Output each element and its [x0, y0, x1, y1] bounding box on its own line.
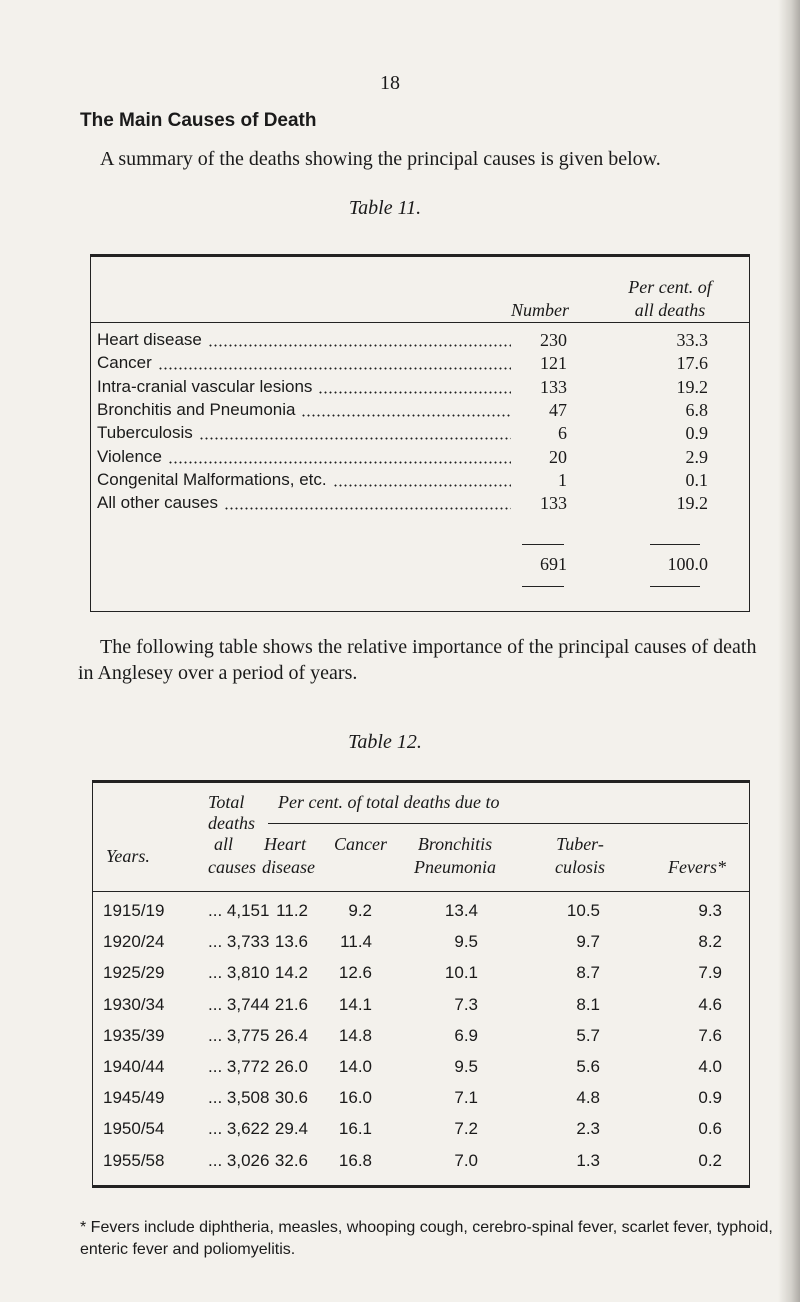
table12-tuberculosis: 2.3: [576, 1119, 600, 1139]
intro-text: A summary of the deaths showing the principal causes is given below.: [100, 148, 661, 170]
table12-tuberculosis: 4.8: [576, 1088, 600, 1108]
table12-total: ... 3,775: [208, 1025, 270, 1045]
table12-cancer: 12.6: [338, 963, 372, 983]
table11-percent: 17.6: [676, 353, 708, 374]
table12-tuberculosis: 5.7: [576, 1025, 600, 1045]
table11-leader: [333, 474, 511, 488]
table12-header-total-4: causes: [208, 857, 256, 877]
table11-number: 6: [558, 423, 567, 444]
table11-sum-rule-percent: [650, 544, 700, 545]
table12-tuberculosis: 8.7: [576, 963, 600, 983]
table12-heart: 11.2: [276, 901, 308, 920]
table11-total-percent: 100.0: [667, 554, 708, 574]
table12-heart: 13.6: [274, 932, 308, 952]
table12-tuberculosis: 10.5: [566, 901, 600, 920]
table12-cancer: 9.2: [348, 901, 372, 920]
table12-row: [0, 1026, 800, 1049]
table11-row: [0, 377, 800, 400]
table12-fevers: 0.6: [698, 1119, 722, 1139]
table12-heart: 21.6: [274, 994, 308, 1014]
table12-header-years: Years.: [106, 846, 150, 866]
table12-fevers: 0.2: [698, 1150, 722, 1170]
table11-leader: [208, 334, 511, 348]
table12-tuberculosis: 1.3: [576, 1150, 600, 1170]
table11-percent: 0.9: [685, 423, 708, 444]
table11-number: 47: [549, 399, 567, 420]
table11-total-underline-number: [522, 586, 564, 587]
table12-cancer: 14.1: [338, 994, 372, 1014]
table11-leader: [168, 451, 511, 465]
table11-cause: Bronchitis and Pneumonia: [97, 399, 296, 419]
table12-bronchitis: 7.1: [454, 1088, 478, 1108]
table12-fevers: 9.3: [698, 901, 722, 920]
table12-fevers: 7.9: [698, 963, 722, 983]
table12-bronchitis: 7.0: [454, 1150, 478, 1170]
table12-header-heart-2: disease: [262, 857, 315, 877]
table12-header-fevers: Fevers*: [668, 857, 726, 877]
table11-leader: [318, 381, 511, 395]
table12-total: ... 3,026: [208, 1150, 270, 1170]
table12-cancer: 16.8: [338, 1150, 372, 1170]
table12-years: 1915/19: [103, 901, 165, 920]
table12-heart: 29.4: [274, 1119, 308, 1139]
table12-row: [0, 932, 800, 955]
table11-number: 133: [540, 376, 567, 397]
table11-percent: 0.1: [685, 469, 708, 490]
table12-header-bronchitis-2: Pneumonia: [414, 857, 496, 877]
table12-years: 1935/39: [103, 1025, 165, 1045]
table12-years: 1940/44: [103, 1057, 165, 1076]
table12-fevers: 4.0: [698, 1057, 722, 1076]
table12-years: 1920/24: [103, 932, 165, 952]
table12-row: [0, 995, 800, 1018]
table12-row: [0, 1088, 800, 1111]
table12-heart: 32.6: [274, 1150, 308, 1170]
table11-number: 230: [540, 330, 567, 350]
table11-cause: Heart disease: [97, 330, 202, 349]
table12-fevers: 4.6: [698, 994, 722, 1014]
table11-row: [0, 400, 800, 423]
table11-row: [0, 423, 800, 446]
table12-bronchitis: 13.4: [444, 901, 478, 920]
table11-sum-rule-number: [522, 544, 564, 545]
table12-heart: 26.4: [274, 1025, 308, 1045]
table11-number: 20: [549, 446, 567, 467]
table11-row: [0, 330, 800, 353]
table12-cancer: 14.0: [338, 1057, 372, 1076]
table11-leader: [301, 404, 511, 418]
table12-bronchitis: 7.3: [454, 994, 478, 1014]
table11-cause: Congenital Malformations, etc.: [97, 469, 327, 489]
table12-fevers: 8.2: [698, 932, 722, 952]
table12-total: ... 3,622: [208, 1119, 270, 1139]
table11-row: [0, 353, 800, 376]
table12-bronchitis: 6.9: [454, 1025, 478, 1045]
table12-bronchitis: 7.2: [454, 1119, 478, 1139]
table12-heart: 14.2: [274, 963, 308, 983]
table12-span-rule: [268, 823, 748, 824]
table11-percent: 2.9: [685, 446, 708, 467]
table12-years: 1925/29: [103, 963, 165, 983]
table12-total: ... 3,772: [208, 1057, 270, 1076]
table11-number: 1: [558, 469, 567, 490]
table11-percent: 19.2: [676, 376, 708, 397]
table12-fevers: 7.6: [698, 1025, 722, 1045]
table11-row: [0, 470, 800, 493]
table12-bronchitis: 9.5: [454, 1057, 478, 1076]
table12-row: [0, 1119, 800, 1142]
table12-header-cancer: Cancer: [334, 834, 387, 854]
table12-total: ... 3,744: [208, 994, 270, 1014]
table11-number: 133: [540, 493, 567, 514]
table11-leader: [158, 357, 511, 371]
table11-number: 121: [540, 353, 567, 374]
table11-total-underline-percent: [650, 586, 700, 587]
table11-row: [0, 447, 800, 470]
table12-header-total-1: Total: [208, 792, 245, 812]
table12-tuberculosis: 8.1: [576, 994, 600, 1014]
table11-row: [0, 493, 800, 516]
table12-row: [0, 1057, 800, 1080]
table12-header-bronchitis-1: Bronchitis: [417, 834, 493, 854]
table12-header-span: Per cent. of total deaths due to: [278, 792, 500, 812]
table12-total: ... 3,810: [208, 963, 270, 983]
table12-row: [0, 963, 800, 986]
table12-tuberculosis: 5.6: [576, 1057, 600, 1076]
intro-paragraph: [78, 146, 758, 172]
table12-years: 1950/54: [103, 1119, 165, 1139]
table12-header-rule: [93, 891, 749, 892]
section-heading: The Main Causes of Death: [80, 110, 317, 131]
table12-tuberculosis: 9.7: [576, 932, 600, 952]
table12-cancer: 11.4: [340, 932, 372, 952]
footnote: * Fevers include diphtheria, measles, whooping cough, cerebro-spinal fever, scarlet fever, typhoid, enteric fever and poliomyelitis.: [80, 1219, 773, 1258]
table12-caption: Table 12.: [348, 731, 422, 753]
table11-percent: 33.3: [676, 330, 708, 350]
table12-header-total-2: deaths: [208, 813, 255, 833]
table12-header-total-3: all: [214, 834, 234, 854]
table11-cause: Cancer: [97, 353, 152, 373]
table11-cause: Tuberculosis: [97, 423, 193, 443]
table12-heart: 26.0: [274, 1057, 308, 1076]
table12-total: ... 3,508: [208, 1088, 270, 1108]
page-number: 18: [380, 72, 400, 94]
table12-header-tb-2: culosis: [554, 857, 605, 877]
table11-percent: 19.2: [676, 493, 708, 514]
table11-cause: Intra-cranial vascular lesions: [97, 376, 313, 396]
table11-leader: [224, 497, 511, 511]
table12-heart: 30.6: [274, 1088, 308, 1108]
table12-bottom-rule: [92, 1185, 750, 1188]
table12-cancer: 14.8: [338, 1025, 372, 1045]
table12-row: [0, 901, 800, 924]
table11-total-row: [0, 554, 800, 577]
table11-total-number: 691: [540, 554, 567, 574]
table12-years: 1945/49: [103, 1088, 165, 1108]
table12-cancer: 16.1: [338, 1119, 372, 1139]
para2-text: The following table shows the relative importance of the principal causes of death in Anglesey over a period of years.: [78, 636, 757, 684]
table12-fevers: 0.9: [698, 1088, 722, 1108]
table12-header-heart-1: Heart: [264, 834, 306, 854]
table11-header-percent-1: Per cent. of: [628, 277, 712, 297]
table12-cancer: 16.0: [338, 1088, 372, 1108]
table11-header-rule: [91, 322, 749, 323]
table12-years: 1930/34: [103, 994, 165, 1014]
table11-caption: Table 11.: [348, 197, 422, 219]
para2: [78, 634, 768, 686]
table12-years: 1955/58: [103, 1150, 165, 1170]
table11-cause: All other causes: [97, 493, 218, 513]
table11-cause: Violence: [97, 446, 162, 466]
table11-header-number: Number: [511, 300, 569, 320]
table11-header-percent-2: all deaths: [634, 300, 706, 320]
table12-header-tb-1: Tuber-: [556, 834, 604, 854]
table11-percent: 6.8: [685, 399, 708, 420]
table11-leader: [199, 427, 511, 441]
table12-bronchitis: 10.1: [444, 963, 478, 983]
table12-row: [0, 1151, 800, 1174]
table12-bronchitis: 9.5: [454, 932, 478, 952]
table12-total: ... 3,733: [208, 932, 270, 952]
table12-total: ... 4,151: [208, 901, 270, 920]
